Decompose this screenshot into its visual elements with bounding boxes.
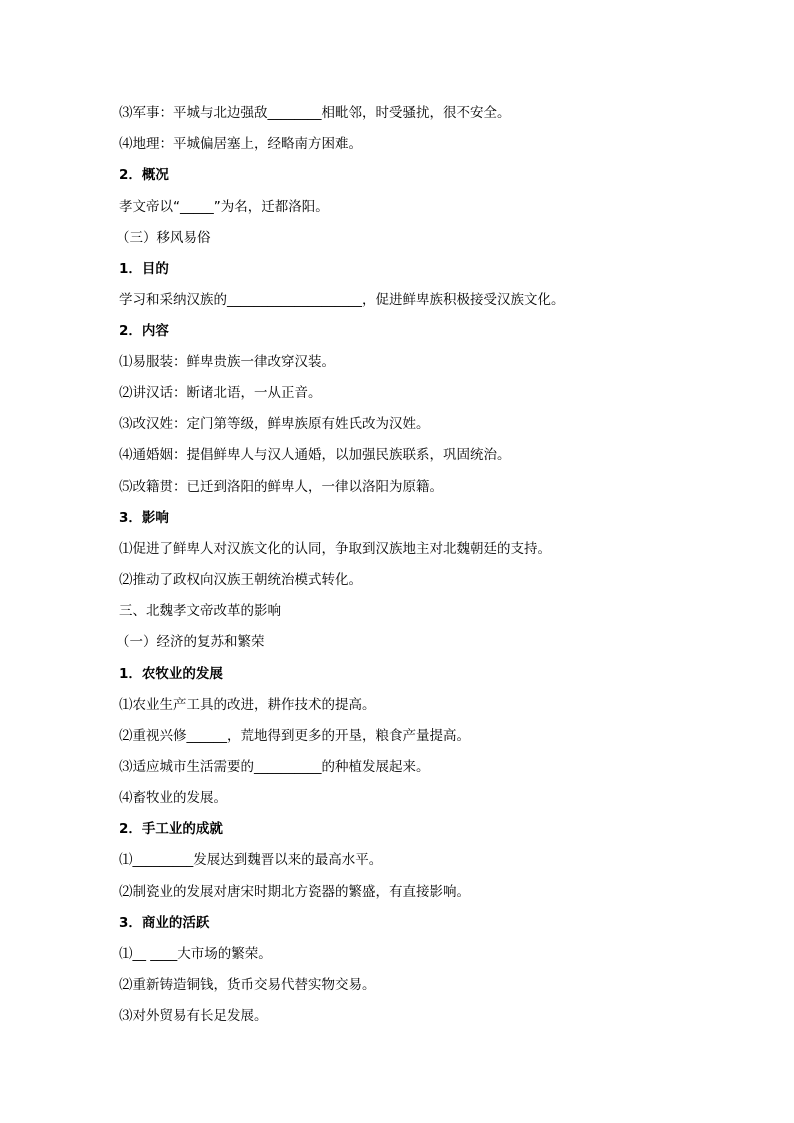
heading-impact: 3．影响 <box>119 510 169 526</box>
heading-agriculture: 1．农牧业的发展 <box>119 666 223 682</box>
heading-commerce: 3．商业的活跃 <box>119 915 210 931</box>
agriculture-item-2: ⑵重视兴修______，荒地得到更多的开垦，粮食产量提高。 <box>119 728 470 744</box>
handicraft-item-1: ⑴_________发展达到魏晋以来的最高水平。 <box>119 852 383 868</box>
content-item-marriage: ⑷通婚姻：提倡鲜卑人与汉人通婚，以加强民族联系，巩固统治。 <box>119 447 511 463</box>
military-reason-line: ⑶军事：平城与北边强敌________相毗邻，时受骚扰，很不安全。 <box>119 105 511 121</box>
agriculture-item-1: ⑴农业生产工具的改进，耕作技术的提高。 <box>119 697 376 713</box>
agriculture-item-3: ⑶适应城市生活需要的__________的种植发展起来。 <box>119 759 430 775</box>
section-heading-reform-influence: 三、北魏孝文帝改革的影响 <box>119 603 281 619</box>
heading-content: 2．内容 <box>119 323 169 339</box>
commerce-item-1: ⑴__ ____大市场的繁荣。 <box>119 946 272 962</box>
heading-purpose: 1．目的 <box>119 261 169 277</box>
heading-overview: 2．概况 <box>119 167 169 183</box>
section-heading-economy: （一）经济的复苏和繁荣 <box>116 634 265 650</box>
section-heading-customs: （三）移风易俗 <box>116 230 211 246</box>
content-item-surname: ⑶改汉姓：定门第等级，鲜卑族原有姓氏改为汉姓。 <box>119 416 430 432</box>
impact-item-1: ⑴促进了鲜卑人对汉族文化的认同，争取到汉族地主对北魏朝廷的支持。 <box>119 541 551 557</box>
commerce-item-2: ⑵重新铸造铜钱，货币交易代替实物交易。 <box>119 977 376 993</box>
purpose-line: 学习和采纳汉族的____________________，促进鲜卑族积极接受汉族文化。 <box>119 292 565 308</box>
content-item-native-place: ⑸改籍贯：已迁到洛阳的鲜卑人，一律以洛阳为原籍。 <box>119 479 443 495</box>
content-item-clothing: ⑴易服装：鲜卑贵族一律改穿汉装。 <box>119 354 335 370</box>
impact-item-2: ⑵推动了政权向汉族王朝统治模式转化。 <box>119 572 362 588</box>
heading-handicraft: 2．手工业的成就 <box>119 821 223 837</box>
commerce-item-3: ⑶对外贸易有长足发展。 <box>119 1008 268 1024</box>
content-item-language: ⑵讲汉话：断诸北语，一从正音。 <box>119 385 322 401</box>
relocation-line: 孝文帝以“_____”为名，迁都洛阳。 <box>119 199 329 215</box>
geography-reason-line: ⑷地理：平城偏居塞上，经略南方困难。 <box>119 136 362 152</box>
handicraft-item-2: ⑵制瓷业的发展对唐宋时期北方瓷器的繁盛，有直接影响。 <box>119 884 470 900</box>
agriculture-item-4: ⑷畜牧业的发展。 <box>119 790 227 806</box>
